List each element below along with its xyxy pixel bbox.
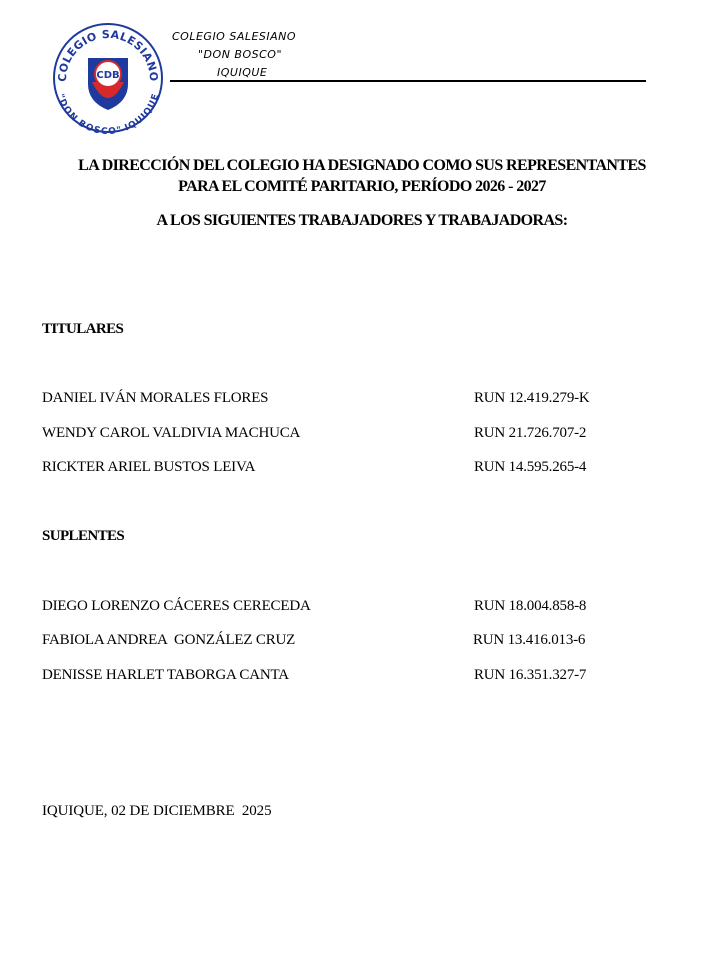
member-run: RUN 21.726.707-2: [474, 425, 587, 441]
logo-monogram: CDB: [96, 70, 120, 81]
member-run: RUN 12.419.279-K: [474, 390, 590, 406]
title-line-1: LA DIRECCIÓN DEL COLEGIO HA DESIGNADO COMO SUS REPRESENTANTES: [78, 157, 646, 174]
logo-top-text: COLEGIO SALESIANO: [55, 27, 161, 83]
member-run: RUN 16.351.327-7: [474, 667, 587, 683]
school-logo: [52, 22, 164, 134]
document-title: [30, 155, 694, 197]
suplente-row: [42, 632, 662, 652]
suplentes-heading: SUPLENTES: [42, 528, 125, 544]
titulares-heading: TITULARES: [42, 321, 124, 337]
member-run: RUN 18.004.858-8: [474, 598, 587, 614]
place-date: IQUIQUE, 02 DE DICIEMBRE 2025: [42, 803, 272, 819]
school-name: [172, 28, 352, 82]
member-name: DENISSE HARLET TABORGA CANTA: [42, 667, 289, 683]
document-subtitle: A LOS SIGUIENTES TRABAJADORES Y TRABAJADORAS:: [156, 212, 568, 229]
titular-row: [42, 390, 662, 410]
suplente-row: [42, 667, 662, 687]
suplente-row: [42, 598, 662, 618]
member-name: DIEGO LORENZO CÁCERES CERECEDA: [42, 598, 311, 614]
member-name: FABIOLA ANDREA GONZÁLEZ CRUZ: [42, 632, 296, 648]
member-name: RICKTER ARIEL BUSTOS LEIVA: [42, 459, 256, 475]
member-name: DANIEL IVÁN MORALES FLORES: [42, 390, 269, 406]
titular-row: [42, 459, 662, 479]
header-divider: [170, 80, 646, 82]
member-run: RUN 13.416.013-6: [473, 632, 586, 648]
title-line-2: PARA EL COMITÉ PARITARIO, PERÍODO 2026 - 2027: [178, 178, 546, 195]
member-name: WENDY CAROL VALDIVIA MACHUCA: [42, 425, 301, 441]
school-name-line1: COLEGIO SALESIANO: [172, 30, 297, 43]
school-name-line3: IQUIQUE: [217, 66, 268, 79]
member-run: RUN 14.595.265-4: [474, 459, 587, 475]
titular-row: [42, 425, 662, 445]
logo-bottom-text: "DON BOSCO" IQUIQUE: [54, 92, 162, 134]
school-name-line2: "DON BOSCO": [198, 48, 282, 61]
